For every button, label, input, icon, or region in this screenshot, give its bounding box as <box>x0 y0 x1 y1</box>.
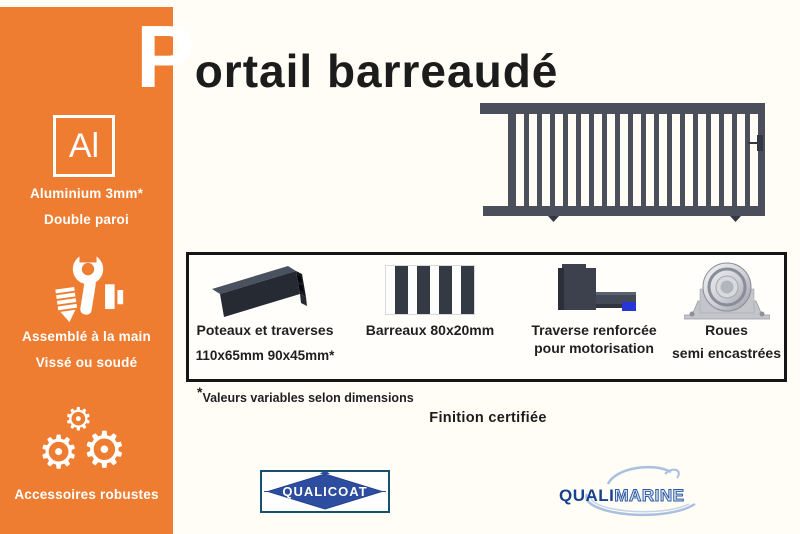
qualimarine-marine: MARINE <box>614 486 685 505</box>
features-box <box>186 252 787 382</box>
gate-top-rail <box>480 103 765 114</box>
traverse-highlight <box>596 292 636 295</box>
qualicoat-text: QUALICOAT <box>282 484 368 499</box>
feature-poteaux <box>189 255 341 379</box>
poteaux-title: Poteaux et traverses <box>196 322 334 338</box>
roues-title: Roues <box>705 322 748 338</box>
gate-foot-left <box>548 216 559 222</box>
wrench-icon <box>50 250 126 330</box>
gate-bars <box>516 114 765 206</box>
traverse-graphic <box>544 262 644 320</box>
gear-large-icon: ⚙ <box>82 421 127 479</box>
sidebar-visse-label: Vissé ou soudé <box>35 355 138 370</box>
qualicoat-logo <box>260 470 390 513</box>
aluminium-symbol: Al <box>68 126 100 165</box>
finition-heading: Finition certifiée <box>429 410 547 426</box>
traverse-blue-part <box>622 302 636 311</box>
gate-left-stile <box>508 114 516 206</box>
aluminium-badge <box>53 115 115 177</box>
gears-icon <box>38 400 142 487</box>
qualimarine-text <box>559 486 684 506</box>
gate-bottom-rail <box>483 206 765 216</box>
traverse-subtitle: pour motorisation <box>534 340 654 357</box>
title-rest: ortail barreaudé <box>194 45 559 97</box>
qualimarine-quali: QUALI <box>559 486 615 505</box>
traverse-underside <box>596 304 624 308</box>
gate-handle-line <box>748 142 757 144</box>
gate-right-stile <box>760 114 765 206</box>
title-initial: P <box>136 7 195 106</box>
gate-illustration <box>478 98 768 224</box>
traverse-title: Traverse renforcée <box>531 322 657 338</box>
roues-image <box>669 255 784 323</box>
poteaux-dimensions: 110x65mm 90x45mm* <box>195 348 335 364</box>
sidebar-double-paroi-label: Double paroi <box>44 212 129 227</box>
gate-handle <box>757 135 763 151</box>
footnote-asterisk: * <box>197 384 203 400</box>
sidebar-aluminium-label: Aluminium 3mm* <box>29 186 144 201</box>
gate-foot-right <box>730 216 741 222</box>
footnote <box>197 384 414 405</box>
barreaux-title: Barreaux 80x20mm <box>365 322 495 338</box>
feature-roues <box>669 255 784 379</box>
footnote-text: Valeurs variables selon dimensions <box>202 391 414 406</box>
sidebar-accessoires-label: Accessoires robustes <box>14 487 159 502</box>
barreaux-bars-graphic <box>385 265 475 315</box>
traverse-image <box>519 255 669 323</box>
roues-subtitle: semi encastrées <box>672 345 781 362</box>
feature-barreaux <box>341 255 519 379</box>
poteaux-image <box>189 255 341 323</box>
gear-medium-icon: ⚙ <box>38 425 80 479</box>
qualimarine-logo <box>553 464 723 524</box>
page-title <box>136 7 559 106</box>
sidebar-assemble-label: Assemblé à la main <box>22 329 151 344</box>
gear-small-icon: ⚙ <box>64 400 93 438</box>
barreaux-image <box>341 255 519 323</box>
feature-traverse <box>519 255 669 379</box>
traverse-shade <box>558 268 564 310</box>
